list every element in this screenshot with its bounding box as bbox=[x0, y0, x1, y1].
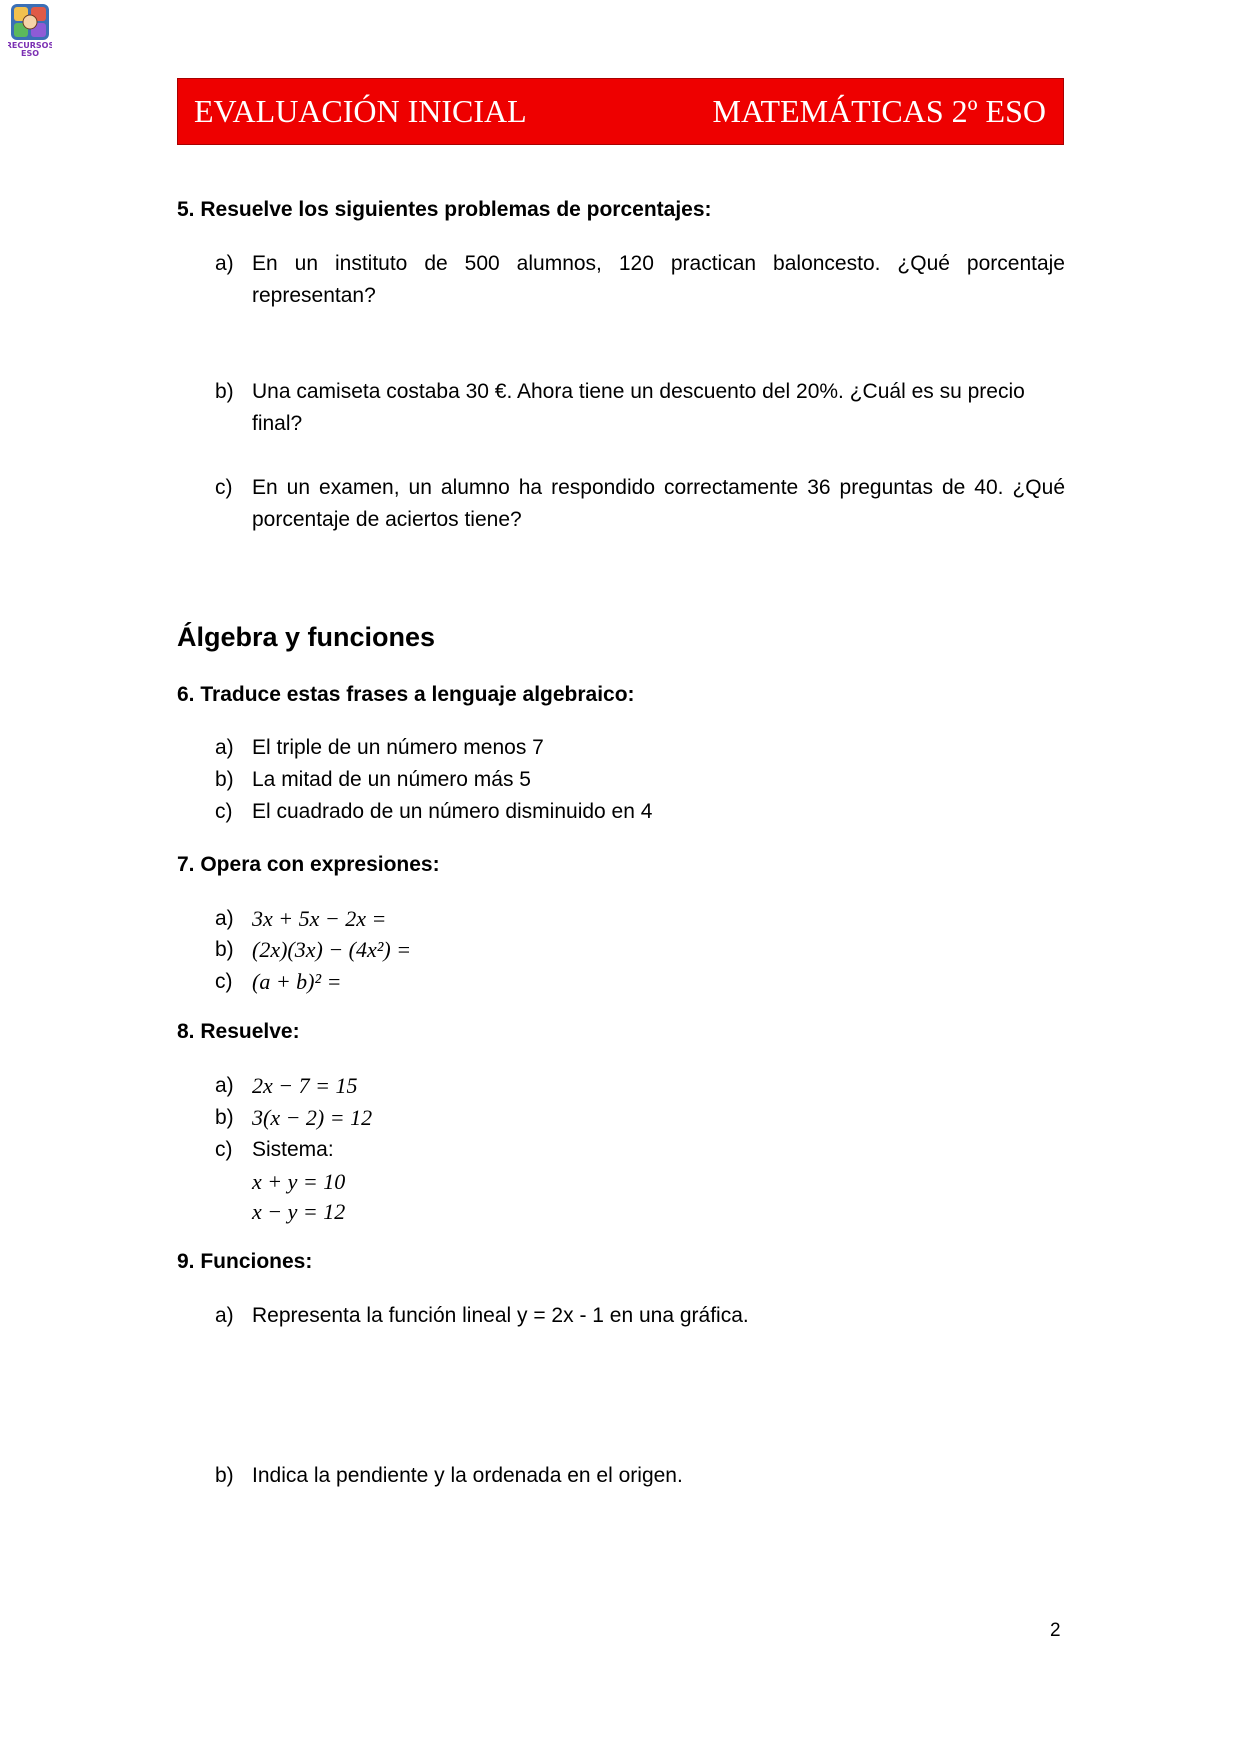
item-label: b) bbox=[215, 938, 234, 961]
item-text: El cuadrado de un número disminuido en 4 bbox=[252, 800, 653, 823]
item-label: b) bbox=[215, 1464, 234, 1487]
question-6-item-b bbox=[215, 764, 1065, 796]
item-label: c) bbox=[215, 476, 233, 499]
question-6-title: 6. Traduce estas frases a lenguaje algebraico: bbox=[177, 683, 635, 706]
item-label: b) bbox=[215, 1106, 234, 1129]
item-text: Indica la pendiente y la ordenada en el origen. bbox=[252, 1464, 683, 1487]
item-label: a) bbox=[215, 1304, 234, 1327]
logo bbox=[8, 2, 52, 58]
math-expression: 3(x − 2) = 12 bbox=[252, 1105, 373, 1130]
question-5-item-b bbox=[215, 376, 1065, 440]
math-expression: 3x + 5x − 2x = bbox=[252, 906, 387, 931]
item-text: Representa la función lineal y = 2x - 1 en una gráfica. bbox=[252, 1304, 749, 1327]
system-equation-1 bbox=[215, 1166, 1065, 1198]
item-label: b) bbox=[215, 768, 234, 791]
item-label: c) bbox=[215, 800, 233, 823]
math-expression: x + y = 10 bbox=[252, 1169, 346, 1194]
item-label: c) bbox=[215, 970, 233, 993]
item-label: a) bbox=[215, 252, 234, 275]
item-label: a) bbox=[215, 1074, 234, 1097]
item-text: Sistema: bbox=[252, 1138, 334, 1161]
svg-text:ESO: ESO bbox=[20, 49, 40, 58]
question-7-item-c bbox=[215, 966, 1065, 998]
item-text: Una camiseta costaba 30 €. Ahora tiene un descuento del 20%. ¿Cuál es su precio final? bbox=[252, 380, 1025, 435]
item-label: a) bbox=[215, 736, 234, 759]
page-number: 2 bbox=[1050, 1620, 1061, 1641]
question-5-item-c bbox=[215, 472, 1065, 536]
header-banner bbox=[177, 78, 1064, 145]
question-5-item-a bbox=[215, 248, 1065, 312]
question-8-item-b bbox=[215, 1102, 1065, 1134]
item-text: En un examen, un alumno ha respondido correctamente 36 preguntas de 40. ¿Qué porcentaje de aciertos tiene? bbox=[252, 476, 1065, 531]
item-label: b) bbox=[215, 380, 234, 403]
system-equation-2 bbox=[215, 1196, 1065, 1228]
item-text: La mitad de un número más 5 bbox=[252, 768, 531, 791]
question-9-title: 9. Funciones: bbox=[177, 1250, 313, 1273]
question-7-title: 7. Opera con expresiones: bbox=[177, 853, 440, 876]
math-expression: x − y = 12 bbox=[252, 1199, 346, 1224]
question-8-item-a bbox=[215, 1070, 1065, 1102]
item-label: a) bbox=[215, 907, 234, 930]
question-8-title: 8. Resuelve: bbox=[177, 1020, 300, 1043]
item-text: El triple de un número menos 7 bbox=[252, 736, 544, 759]
question-5-title: 5. Resuelve los siguientes problemas de porcentajes: bbox=[177, 198, 712, 221]
question-6-item-c bbox=[215, 796, 1065, 828]
question-9-item-b bbox=[215, 1460, 1065, 1492]
math-expression: 2x − 7 = 15 bbox=[252, 1073, 358, 1098]
header-title: EVALUACIÓN INICIAL bbox=[194, 93, 527, 129]
question-8-item-c bbox=[215, 1134, 1065, 1166]
question-6-item-a bbox=[215, 732, 1065, 764]
item-text: En un instituto de 500 alumnos, 120 practican baloncesto. ¿Qué porcentaje representan? bbox=[252, 252, 1065, 307]
question-7-item-a bbox=[215, 903, 1065, 935]
section-heading: Álgebra y funciones bbox=[177, 622, 436, 652]
svg-text:RECURSOS: RECURSOS bbox=[8, 41, 52, 50]
math-expression: (a + b)² = bbox=[252, 969, 342, 994]
question-7-item-b bbox=[215, 934, 1065, 966]
question-9-item-a bbox=[215, 1300, 1065, 1332]
math-expression: (2x)(3x) − (4x²) = bbox=[252, 937, 412, 962]
item-label: c) bbox=[215, 1138, 233, 1161]
header-subject: MATEMÁTICAS 2º ESO bbox=[712, 93, 1046, 129]
